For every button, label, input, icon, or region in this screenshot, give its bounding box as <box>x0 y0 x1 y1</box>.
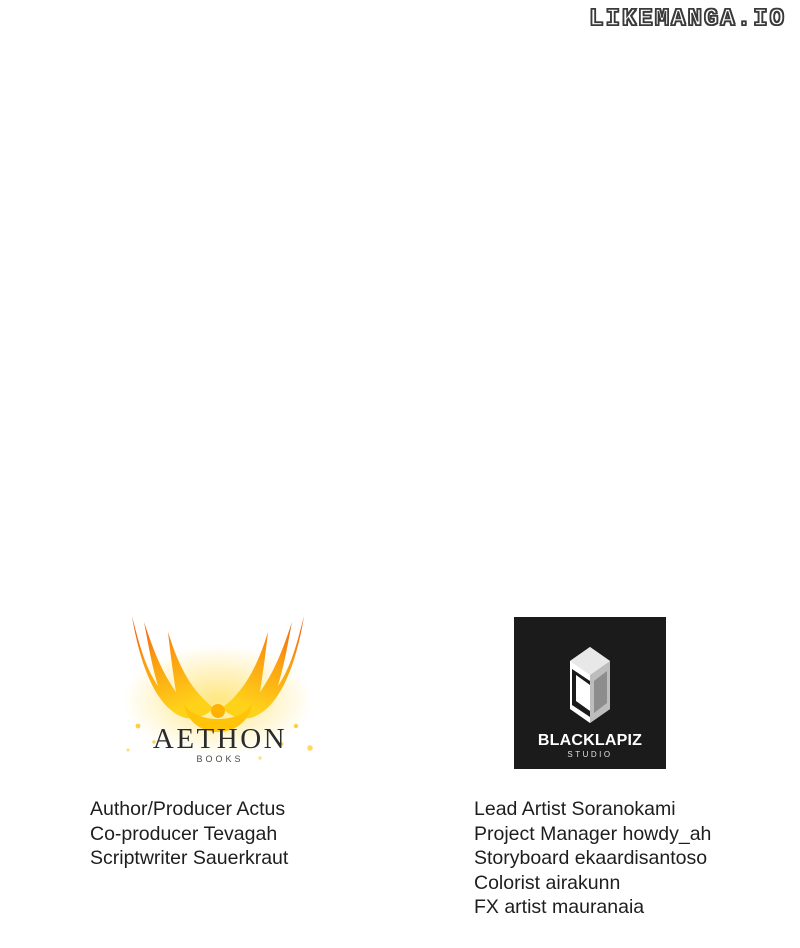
site-watermark: LIKEMANGA.IO <box>589 6 786 33</box>
credits-column-left <box>90 600 420 871</box>
blacklapiz-subtitle-text: STUDIO <box>567 750 613 759</box>
credit-line: Colorist airakunn <box>474 871 621 894</box>
aethon-subtitle-text: BOOKS <box>196 754 244 764</box>
credit-line: Author/Producer Actus <box>90 798 286 820</box>
credit-line: FX artist mauranaia <box>474 896 645 918</box>
credit-line: Scriptwriter Sauerkraut <box>90 847 289 869</box>
credit-line: Co-producer Tevagah <box>90 822 278 845</box>
aethon-wordmark-text: AETHON <box>152 723 288 755</box>
credit-line: Lead Artist Soranokami <box>474 798 676 820</box>
blacklapiz-studio-logo-icon <box>514 617 666 769</box>
blacklapiz-logo-slot <box>474 600 794 775</box>
aethon-books-logo-icon <box>110 608 330 773</box>
aethon-logo-slot <box>90 600 420 775</box>
credits-list-right <box>474 797 794 920</box>
blacklapiz-wordmark-text: BLACKLAPIZ <box>537 732 643 749</box>
blacklapiz-logo-panel <box>514 617 666 769</box>
credits-list-left <box>90 797 420 871</box>
credits-area <box>0 600 800 948</box>
credits-column-right <box>474 600 794 920</box>
credit-line: Storyboard ekaardisantoso <box>474 847 708 869</box>
credit-line: Project Manager howdy_ah <box>474 822 712 845</box>
